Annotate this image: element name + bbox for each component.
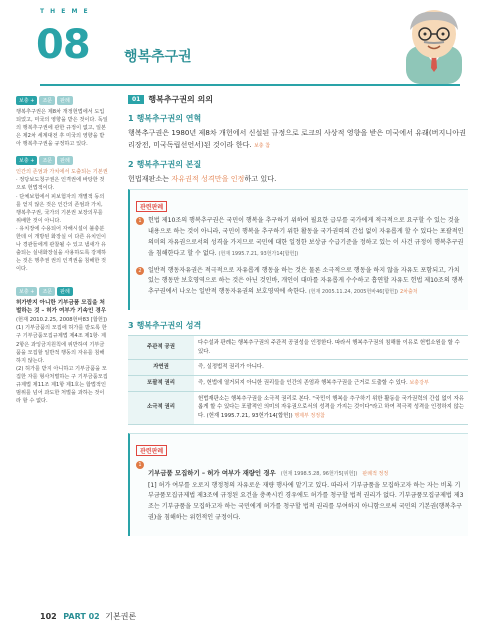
page-footer [40, 611, 136, 622]
professor-mascot-icon [388, 6, 478, 84]
table-row [128, 360, 468, 376]
tag-supplement: 보충 + [16, 96, 37, 105]
case-title: 기부금품 모집하기 – 허가 여부가 재량인 경우 [148, 468, 276, 477]
related-case-box [128, 189, 468, 310]
table-ref: 행제부 정정참 [294, 412, 325, 419]
case-number: 1 [136, 461, 144, 469]
sidebar-list-item: · 유치장에 수용되어 자해시설이 불충분한데 이 개방된 화장실 이 다른 유치인이나 경관들에게 관찰될 수 있고 냄새가 유출되는 실내화장실을 사용하도록 강제하는 것은 행추권 권의 인격권을 침해한 것이다. [16, 225, 107, 273]
highlight-text: 자유권적 성격만을 인정 [171, 174, 245, 184]
sidebar-case-head: 허가받지 아니한 기부금품 모집을 처벌하는 것 – 허가 여부가 기속인 경우 [16, 300, 107, 315]
case-body: [1] 허가 여부를 오로지 행정청의 자유로운 재량 행사에 맡기고 있다. 따라서 기부금품을 모집하고자 하는 자는 비록 기부금품모집규제법 제3조에 규정된 요건을 충족시킨 경우에도 허가를 청구할 법적 권리가 없다. 기부금품모집규제법 제3조는 기부금품을 모집하고자 하는 국민에게 허가를 청구할 법적 권리를 부여하지 아니함으로써 국민의 기본권(행복추구권)을 침해하는 위헌적인 규정이다. [148, 481, 464, 522]
case-number: 2 [136, 267, 144, 275]
table-value: 즉, 실정법적 권리가 아니다. [194, 360, 468, 376]
supplement-ref: 보충 참 [253, 143, 271, 150]
tag-case: 판례 [57, 156, 73, 165]
character-table [128, 335, 468, 424]
case-item [136, 266, 464, 299]
table-value: 다수설과 판례는 행복추구권의 주관적 공권성을 인정한다. 따라서 행복추구권의 침해를 이유로 헌법소원을 할 수 있다. [194, 336, 468, 360]
case-citation: (헌재 2005.11.24, 2005헌바46[합헌]) [308, 289, 399, 296]
tag-supplement: 보충 + [16, 287, 37, 296]
tag-article: 조문 [39, 96, 55, 105]
case-number: 1 [136, 217, 144, 225]
subsection-title: 행복추구권의 성격 [136, 321, 202, 331]
paragraph [128, 173, 468, 185]
theme-number: 08 [36, 22, 90, 68]
paragraph-text: 하고 있다. [244, 174, 277, 184]
sidebar-tag-row [16, 156, 108, 165]
part-label: PART 02 [63, 612, 100, 621]
case-body: 헌법 제10조의 행복추구권은 국민이 행복을 추구하기 위하여 필요한 급부를 국가에게 적극적으로 요구할 수 있는 것을 내용으로 하는 것이 아니라, 국민이 행복을 추구하기 위한 활동을 국가권력의 간섭 없이 자유롭게 할 수 있다는 포괄적인 의미의 자유권으로서의 성격을 가지므로 국민에 대한 일정한 보상금 수급기준을 정하고 있는 이 사건 규정이 행복추구권을 침해한다고 할 수 없다. [148, 217, 464, 257]
subsection-title: 행복추구권의 본질 [136, 160, 202, 170]
sidebar-tag-row [16, 287, 108, 296]
tag-article: 조문 [39, 287, 55, 296]
related-case-box [128, 433, 468, 536]
section-heading [128, 94, 468, 105]
table-key: 포괄적 권리 [128, 375, 194, 391]
header-divider [40, 84, 460, 86]
main-content [128, 94, 468, 536]
paragraph-text: 행복추구권은 1980년 제8차 개헌에서 신설된 규정으로 로크의 사상적 영향을 받은 미국에서 유래(버지니아권리장전, 미국독립선언서)된 것이라 한다. [128, 128, 466, 150]
case-item [136, 216, 464, 259]
case-ref: 판례적 정정 [362, 470, 389, 477]
table-row [128, 391, 468, 424]
subsection-title: 행복추구권의 연혁 [136, 114, 202, 123]
case-citation: (헌재 1995.7.21, 93헌가14[합헌]) [218, 250, 299, 257]
related-case-label: 관련판례 [136, 201, 167, 212]
related-case-label: 관련판례 [136, 445, 167, 456]
sidebar-list-item: (2) 허가를 받지 아니하고 기부금품을 모집한 자를 형사처벌하는 구 기부금품모집규제법 제11조 제1항 제1호는 합법적인 범위를 넘어 과도한 처벌을 과하는 것이라 할 수 없다. [16, 365, 108, 404]
case-body: 일반적 행동자유권은 적극적으로 자유롭게 행동을 하는 것은 물론 소극적으로 행동을 하지 않을 자유도 포함되고, 가치있는 행동만 보호영역으로 하는 것은 아닌 것인바, 개인이 대마를 자유롭게 수수하고 흡연할 자유도 헌법 제10조의 행복추구권에서 나오는 일반적 행동자유권의 보호영역에 속한다. [148, 266, 464, 296]
sidebar-case-cite: (헌재 2010.2.25, 2008헌바83 [합헌]) [16, 317, 107, 324]
table-value [194, 391, 468, 424]
sidebar-note-history: 행복추구권은 제8차 개정헌법에서 도입되었고, 미국의 영향을 받은 것이다. 독일의 행복추구권에 관한 규정이 없고, 일본은 제2차 세계대전 후 미국의 영향을 받아 행복추구권을 규정하고 있다. [16, 109, 108, 148]
sidebar-list-item: · 정당보도청구권은 인격권에 바탕한 것으로 헌법적이다. [16, 177, 105, 192]
case-citation: (헌재 1998.5.28, 96헌가5[위헌]) [280, 470, 358, 477]
tag-article: 조문 [39, 156, 55, 165]
subsection-number: 3 [128, 321, 134, 331]
subsection-number: 1 [128, 114, 134, 123]
table-value [194, 375, 468, 391]
table-value-text: 즉, 헌법에 열거되지 아니한 권리들을 인간의 존엄과 행복추구권을 근거로 도출할 수 있다. [198, 379, 408, 386]
sidebar-list-item: (1) 기부금품의 모집에 허가를 받도록 한 구 기부금품모집규제법 제4조 제1항· 제2항은 과잉금지원칙에 위반하여 기부금품을 모집할 일반적 행동의 자유를 침해하지 않는다. [16, 325, 107, 364]
table-key: 주관적 공권 [128, 336, 194, 360]
sidebar [16, 96, 108, 405]
theme-label: T H E M E [40, 8, 90, 15]
table-row [128, 375, 468, 391]
case-text [148, 266, 464, 299]
part-title: 기본권론 [105, 612, 137, 621]
subsection-number: 2 [128, 160, 134, 170]
case-text [148, 216, 464, 259]
case-item [136, 460, 464, 524]
tag-supplement: 보충 + [16, 156, 37, 165]
tag-case: 판례 [57, 96, 73, 105]
subsection-heading [128, 113, 468, 124]
table-key: 소극적 권리 [128, 391, 194, 424]
sidebar-note-head: 인간의 존엄과 가치에서 도출되는 기본권 [16, 169, 108, 176]
section-title: 행복추구권의 의의 [148, 95, 213, 104]
tag-case: 판례 [57, 287, 73, 296]
page-title: 행복추구권 [124, 49, 192, 65]
sidebar-tag-row [16, 96, 108, 105]
paragraph-text: 헌법재판소는 [128, 174, 172, 184]
case-ref: 2차출처 [399, 289, 418, 296]
table-row [128, 336, 468, 360]
sidebar-list-item: · 단체보험에서 피보험자의 개별적 동의를 얻지 않은 것은 인간의 존엄과 가치, 행복추구권, 국가의 기본권 보장의무를 위배한 것이 아니다. [16, 193, 105, 224]
subsection-heading [128, 320, 468, 331]
subsection-heading [128, 159, 468, 170]
table-ref: 보충강부 [409, 379, 429, 386]
table-key: 자연권 [128, 360, 194, 376]
section-number: 01 [128, 95, 144, 104]
paragraph [128, 127, 468, 151]
table-value-text: 헌법재판소는 행복추구권을 소극적 권리로 본다. "국민이 행복을 추구하기 위한 활동을 국가권력의 간섭 없이 자유롭게 할 수 있다는 포괄적인 의미의 자유권으로서의 성격을 가지는 것이다"라고 하여 적극적 성격을 인정하지 않는다. (헌재 1995.7.21, 93헌가14[합헌]) [198, 395, 465, 419]
page-number: 102 [40, 612, 57, 621]
